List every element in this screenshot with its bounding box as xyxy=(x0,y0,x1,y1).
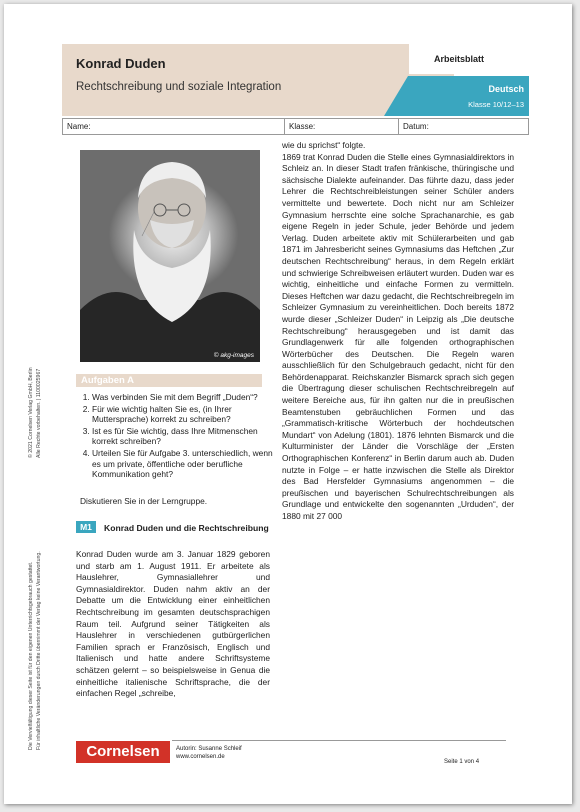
task-item: 4. Urteilen Sie für Aufgabe 3. unterschiedlich, wenn es um private, öffentliche oder berufliche Kommunikation geht? xyxy=(92,448,282,480)
task-list xyxy=(76,392,282,481)
footer-credits xyxy=(176,745,242,761)
page-number: Seite 1 von 4 xyxy=(444,759,480,765)
task-item: 1. Was verbinden Sie mit dem Begriff „Duden“? xyxy=(92,392,282,403)
body-paragraph: Konrad Duden wurde am 3. Januar 1829 geboren und starb am 1. August 1911. Er arbeitete als Hauslehrer, Gymnasiallehrer und Gymnasialdirektor. Duden nahm aktiv an der Debatte um die Entwicklung einer einheitlichen Rechtschreibung im gesamten deutschsprachigen Raum teil. Aufgrund seiner Tätigkeiten als Hauslehrer in verschiedenen gutbürgerlichen Familien sprach er Französisch, Englisch und Italienisch und hatte andere Schriftsysteme schätzen gelernt – so beispielsweise in Genua die einheitliche italienische Schriftsprache, die der einfachen Regel „schreibe, xyxy=(76,549,270,699)
task-item: 3. Ist es für Sie wichtig, dass Ihre Mitmenschen korrekt schreiben? xyxy=(92,426,282,447)
name-field[interactable]: Name: xyxy=(63,119,285,134)
portrait-illustration xyxy=(80,150,260,362)
cornelsen-logo: Cornelsen xyxy=(76,741,170,763)
body-text-left-column xyxy=(76,549,270,700)
portrait-photo xyxy=(80,150,260,362)
name-bar xyxy=(62,118,529,135)
side-copyright: © 2021 Cornelsen Verlag GmbH, Berlin xyxy=(28,367,34,458)
material-label: M1 xyxy=(76,521,96,533)
subject-label: Deutsch xyxy=(488,84,524,94)
grade-label: Klasse 10/12–13 xyxy=(468,100,524,109)
side-rights: Alle Rechte vorbehalten. | 1100025967 xyxy=(36,368,42,458)
footer-divider xyxy=(172,740,506,741)
sheet-type-label: Arbeitsblatt xyxy=(434,54,485,64)
date-field[interactable]: Datum: xyxy=(403,122,429,131)
tasks-title: Aufgaben A xyxy=(81,375,134,386)
class-field[interactable]: Klasse: xyxy=(285,119,399,134)
photo-credit: © akg-images xyxy=(213,352,254,359)
page-subtitle: Rechtschreibung und soziale Integration xyxy=(76,81,282,93)
material-title: Konrad Duden und die Rechtschreibung xyxy=(104,523,269,533)
author-line: Autorin: Susanne Schleif xyxy=(176,746,242,752)
page-title: Konrad Duden xyxy=(76,56,166,71)
side-usage-1: Die Vervielfältigung dieser Seite ist für den eigenen Unterrichtsgebrauch gestattet. xyxy=(28,561,34,750)
body-text-right-column xyxy=(282,140,514,523)
task-item: 2. Für wie wichtig halten Sie es, (in Ihrer Muttersprache) korrekt zu schreiben? xyxy=(92,404,282,425)
side-usage-2: Für inhaltliche Veränderungen durch Dritte übernimmt der Verlag keine Verantwortung. xyxy=(36,551,42,750)
worksheet-page xyxy=(4,4,572,804)
website-link[interactable]: www.cornelsen.de xyxy=(176,754,225,760)
body-paragraph: 1869 trat Konrad Duden die Stelle eines Gymnasialdirektors in Schleiz an. In dieser Stadt trafen fränkische, thüringische und sächsische Dialekte aufeinander. Das führte dazu, dass jeder Lehrer die Rechtschreibleistungen seiner Schüler anders vermittelte und bewertete. Doch nicht nur am Schleizer Gymnasium herrschte eine solche Sprachanarchie, es gab eigene Regeln in jeder Schule, jeder Behörde und jedem Verlag. Duden arbeitete aktiv mit Schülerarbeiten und gab 1871 im Jahresbericht seines Gymnasiums das Heftchen „Zur deutschen Rechtschreibung“ heraus, in dem Regeln erklärt und schwierige Schreibweisen erläutert wurden. Duden war es wichtig, einheitliche und einfache Formen zu vermitteln. Dieses Heftchen war dazu gedacht, die Rechtschreibregeln im Schleizer Gymnasium zu vereinheitlichen. Doch bereits 1872 wurde dieser „Schleizer Duden“ in Leipzig als „Die deutsche Rechtschreibung“ herausgegeben und ist damit das Grundlagenwerk für alle folgenden orthographischen Wörterbücher des Deutschen. Die Regeln waren ausschließlich für den Schulgebrauch gedacht, nicht für den Behördenapparat. Reichskanzler Bismarck sprach sich gegen die Übertragung dieser schulischen Rechtschreibregeln auf weitere Bereiche aus, für ihn galten nur die in preußischen Beamtenstuben gebräuchlichen Formen und das „Grammatisch-kritische Wörterbuch der hochdeutschen Mundart“ von Adelung (1801). 1876 lehnten Bismarck und die Kulturminister der Länder die Vorschläge der „Ersten Orthographischen Konferenz“ in Berlin darum auch ab. Duden nutzte in Folge – er hatte inzwischen die Stelle als Direktor des Bad Hersfelder Gymnasiums angenommen – die preußischen und bayerischen Schulrechtschreibungen als Grundlage und entwickelte den sogenannten „Urduden“, der 1880 mit 27 000 xyxy=(282,151,514,521)
tasks-note: Diskutieren Sie in der Lerngruppe. xyxy=(80,496,208,506)
subject-band xyxy=(384,76,529,116)
body-paragraph: wie du sprichst“ folgte. xyxy=(282,140,366,150)
